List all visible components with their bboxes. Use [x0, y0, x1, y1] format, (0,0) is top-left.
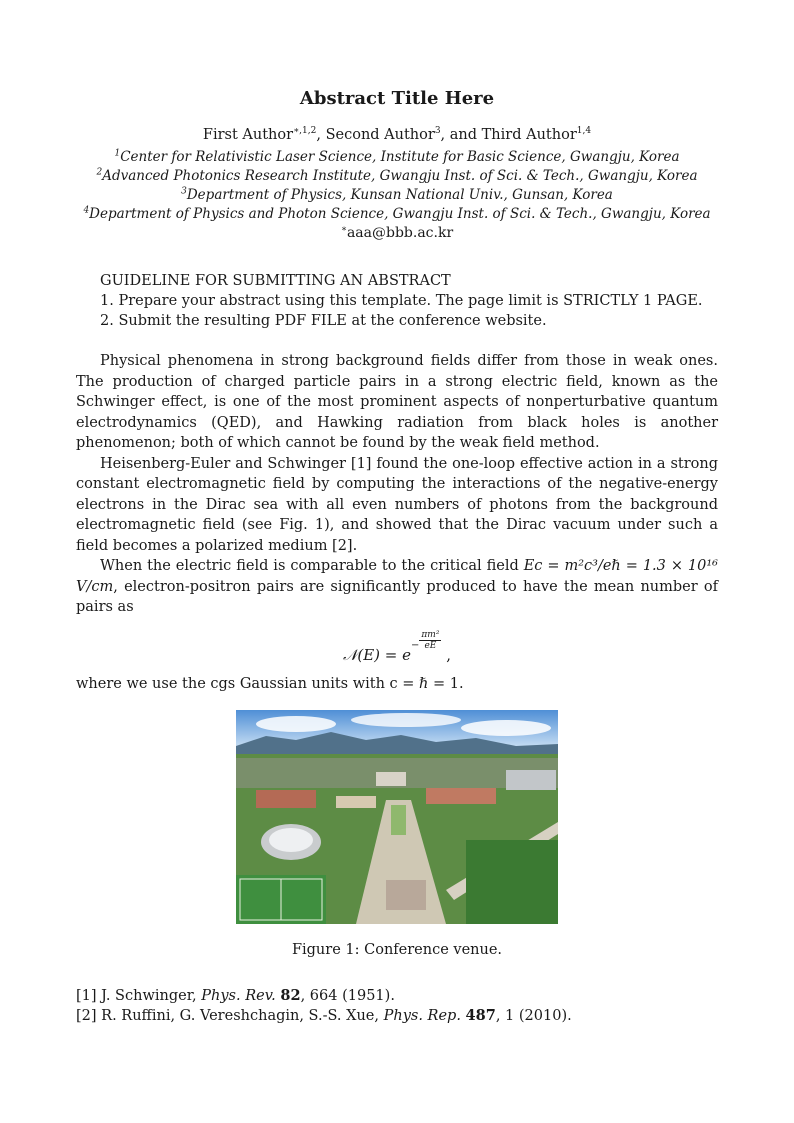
paragraph-3-text: When the electric field is comparable to the critical field [100, 558, 524, 574]
affiliation-text: Advanced Photonics Research Institute, Gwangju Inst. of Sci. & Tech., Gwangju, Korea [102, 168, 698, 184]
author-separator: , [316, 127, 326, 143]
affiliation-2 [76, 167, 718, 186]
author-3: Third Author [481, 127, 577, 143]
critical-field-math: Ec = m²c³/eℏ = 1.3 × 10¹⁶ V/cm [76, 558, 718, 595]
affiliation-1 [76, 148, 718, 167]
reference-rest: , 664 (1951). [300, 988, 395, 1004]
exponent-denominator: eE [424, 640, 437, 651]
guideline-heading: GUIDELINE FOR SUBMITTING AN ABSTRACT [100, 273, 451, 289]
reference-authors: J. Schwinger, [101, 988, 202, 1004]
paragraph-4: where we use the cgs Gaussian units with c = ℏ = 1. [76, 675, 464, 692]
paragraph-3 [76, 556, 718, 618]
guideline-item-1: 1. Prepare your abstract using this template. The page limit is STRICTLY 1 PAGE. [100, 293, 703, 309]
figure-1 [76, 710, 718, 958]
guideline-item-2: 2. Submit the resulting PDF FILE at the conference website. [100, 313, 547, 329]
author-3-affil: 1,4 [576, 126, 592, 137]
affiliation-number: 2 [96, 167, 103, 178]
paragraph-3-text: , electron-positron pairs are significantly produced to have the mean number of pairs as [76, 578, 718, 615]
email-text: aaa@bbb.ac.kr [346, 225, 454, 241]
reference-journal: Phys. Rep. [383, 1008, 461, 1024]
reference-journal: Phys. Rev. [201, 988, 276, 1004]
reference-volume: 487 [465, 1007, 496, 1024]
author-2: Second Author [325, 127, 435, 143]
equation-tail: , [441, 645, 451, 664]
affiliation-number: 4 [83, 205, 90, 216]
author-2-affil: 3 [434, 126, 441, 137]
affiliation-number: 3 [181, 186, 187, 197]
affiliation-text: Department of Physics, Kunsan National Univ., Gunsan, Korea [186, 187, 613, 203]
reference-id: [1] [76, 988, 97, 1004]
author-1: First Author [202, 127, 294, 143]
contact-email[interactable] [76, 224, 718, 243]
guideline-block [76, 271, 718, 331]
reference-list [76, 986, 718, 1026]
conference-venue-photo [236, 710, 558, 924]
paragraph-2: Heisenberg-Euler and Schwinger [1] found the one-loop effective action in a strong constant electromagnetic field by computing the interactions of the negative-energy electrons in the Dirac sea with all even numbers of photons from the background electromagnetic field (see Fig. 1), and showed that the Dirac vacuum under such a field becomes a polarized medium [2]. [76, 455, 718, 554]
affiliation-3 [76, 186, 718, 205]
author-1-affil: ∗,1,2 [293, 126, 317, 137]
author-separator: , and [440, 127, 482, 143]
abstract-body [76, 351, 718, 694]
affiliation-text: Center for Relativistic Laser Science, Institute for Basic Science, Gwangju, Korea [120, 149, 680, 165]
pair-number-equation [76, 626, 718, 666]
reference-rest: , 1 (2010). [495, 1008, 572, 1024]
equation-exponent [419, 630, 441, 651]
reference-1 [76, 986, 718, 1006]
figure-caption: Figure 1: Conference venue. [291, 942, 503, 958]
reference-2 [76, 1006, 718, 1026]
abstract-page [76, 88, 718, 1026]
paragraph-1: Physical phenomena in strong background fields differ from those in weak ones. The production of charged particle pairs in a strong electric field, known as the Schwinger effect, is one of the most prominent aspects of nonperturbative quantum electrodynamics (QED), and Hawking radiation from black holes is another phenomenon; both of which cannot be found by the weak field method. [76, 353, 718, 451]
abstract-title: Abstract Title Here [299, 88, 495, 109]
affiliation-text: Department of Physics and Photon Science, Gwangju Inst. of Sci. & Tech., Gwangju, Korea [89, 206, 711, 222]
equation-lhs: 𝒩(E) = e [342, 645, 411, 664]
reference-volume: 82 [280, 987, 301, 1004]
exponent-numerator: πm² [421, 629, 440, 640]
affiliation-4 [76, 205, 718, 224]
equation-minus: − [411, 639, 420, 651]
email-mark: ∗ [340, 224, 347, 235]
reference-id: [2] [76, 1008, 97, 1024]
author-list [76, 127, 718, 143]
affiliation-number: 1 [114, 148, 121, 159]
reference-authors: R. Ruffini, G. Vereshchagin, S.-S. Xue, [101, 1008, 384, 1024]
